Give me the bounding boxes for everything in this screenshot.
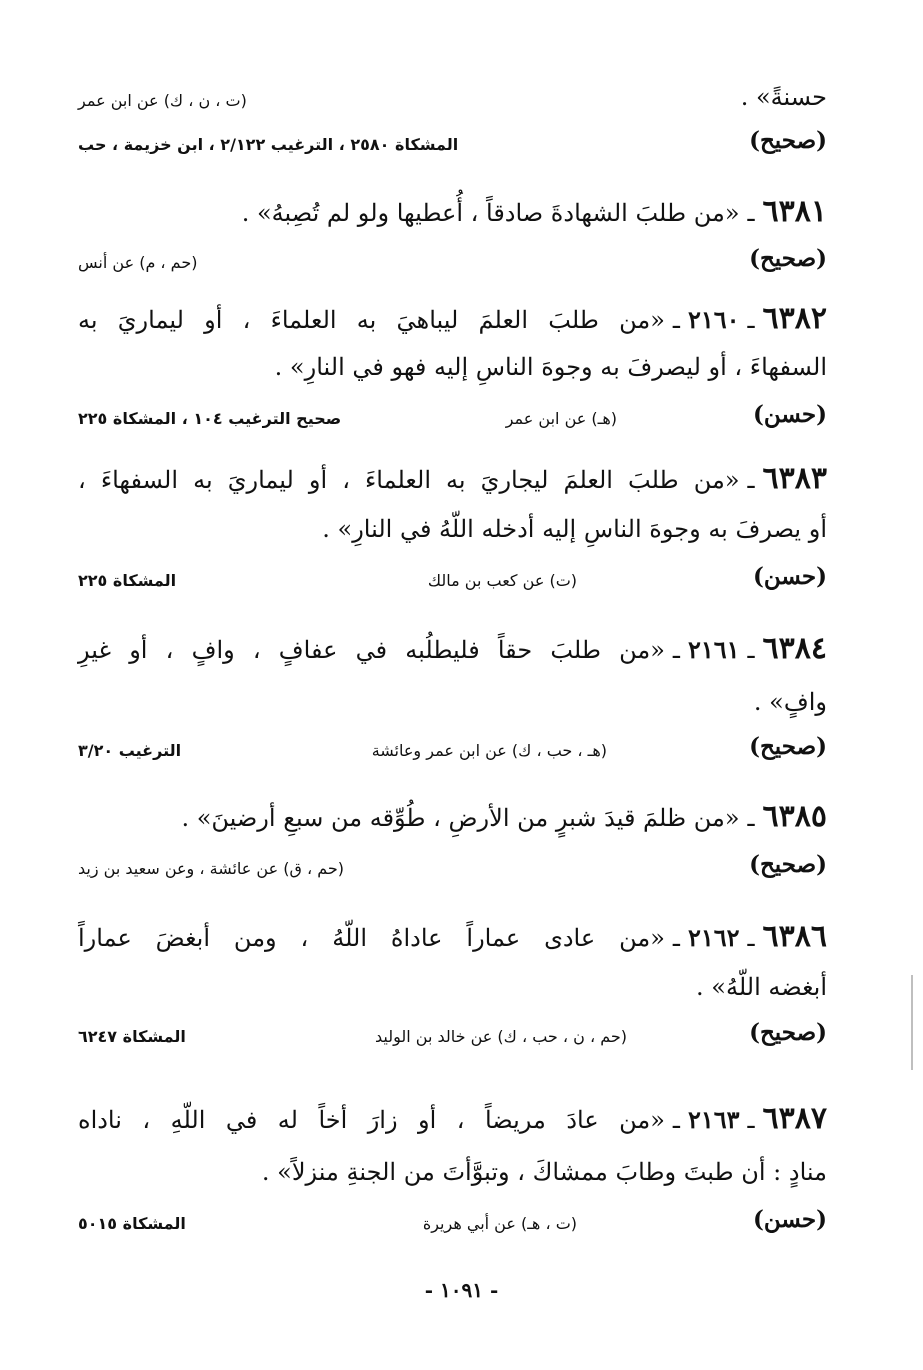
hadith-alt-number: ٢١٦١: [687, 635, 740, 664]
hadith-books: المشكاة ٥٠١٥: [78, 1214, 186, 1233]
hadith-6383-line-1: ٦٣٨٣ـ«من طلبَ العلمَ ليجاريَ به العلماءَ ، أو ليماريَ به السفهاءَ ،: [78, 461, 827, 496]
hadith-6384-line-2: [78, 685, 827, 719]
hadith-text: «من ظلمَ قيدَ شبرٍ من الأرضِ ، طُوِّقه من سبعِ أرضينَ» .: [181, 804, 740, 832]
page-number: - ١٠٩١ -: [424, 1278, 499, 1302]
hadith-books: المشكاة ٦٢٤٧: [78, 1027, 186, 1046]
hadith-source: (حم ، ق) عن عائشة ، وعن سعيد بن زيد: [78, 859, 345, 878]
hadith-text: «من عادى عماراً عاداهُ اللّهُ ، ومن أبغضَ عماراً: [78, 924, 665, 952]
hadith-alt-number: ٢١٦٢: [687, 923, 740, 952]
hadith-books: الترغيب ٣/٢٠: [78, 741, 182, 760]
hadith-6387-line-1: ٦٣٨٧ـ٢١٦٣ـ«من عادَ مريضاً ، أو زارَ أخاً له في اللّهِ ، ناداه: [78, 1101, 827, 1136]
hadith-source: (هـ) عن ابن عمر: [505, 409, 617, 428]
hadith-books: صحيح الترغيب ١٠٤ ، المشكاة ٢٢٥: [78, 409, 342, 428]
continuation-text-value: حسنةً» .: [740, 83, 827, 111]
hadith-number: ٦٣٨٥: [762, 799, 827, 834]
hadith-number: ٦٣٨٤: [762, 631, 827, 666]
hadith-source: (ت) عن كعب بن مالك: [427, 571, 577, 590]
hadith-6382-line-1: ٦٣٨٢ـ٢١٦٠ـ«من طلبَ العلمَ ليباهيَ به العلماءَ ، أو ليماريَ به: [78, 301, 827, 336]
hadith-source: (ت ، هـ) عن أبي هريرة: [422, 1214, 577, 1233]
hadith-text: أو يصرفَ به وجوهَ الناسِ إليه أدخله اللّهُ في النارِ» .: [322, 515, 827, 543]
hadith-grade: (صحيح): [749, 127, 827, 154]
hadith-text: منادٍ : أن طبتَ وطابَ ممشاكَ ، وتبوَّأتَ من الجنةِ منزلاً» .: [261, 1158, 827, 1186]
hadith-grade: (صحيح): [749, 733, 827, 760]
hadith-grade: (صحيح): [749, 851, 827, 878]
hadith-text: «من طلبَ حقاً فليطلُبه في عفافٍ ، وافٍ ، أو غيرِ: [78, 636, 665, 664]
hadith-6381-line-1: ٦٣٨١ـ«من طلبَ الشهادةَ صادقاً ، أُعطيها ولو لم تُصِبهُ» .: [241, 194, 827, 229]
hadith-grade: (حسن): [752, 1206, 827, 1233]
hadith-text: السفهاءَ ، أو ليصرفَ به وجوهَ الناسِ إليه فهو في النارِ» .: [274, 353, 827, 381]
hadith-6386-line-1: ٦٣٨٦ـ٢١٦٢ـ«من عادى عماراً عاداهُ اللّهُ ، ومن أبغضَ عماراً: [78, 919, 827, 954]
hadith-text: وافٍ» .: [753, 688, 827, 716]
hadith-text: أبغضه اللّهُ» .: [696, 973, 827, 1001]
hadith-text: «من عادَ مريضاً ، أو زارَ أخاً له في اللّهِ ، ناداه: [78, 1106, 665, 1134]
hadith-number: ٦٣٨٣: [762, 461, 827, 496]
hadith-books: المشكاة ٢٥٨٠ ، الترغيب ٢/١٢٢ ، ابن خزيمة ، حب: [78, 135, 459, 154]
hadith-number: ٦٣٨٢: [762, 301, 827, 336]
hadith-books: المشكاة ٢٢٥: [78, 571, 177, 590]
hadith-text: «من طلبَ العلمَ ليجاريَ به العلماءَ ، أو ليماريَ به السفهاءَ ،: [78, 466, 740, 494]
page-edge-mark: [911, 975, 913, 1070]
hadith-source: (ت ، ن ، ك) عن ابن عمر: [78, 91, 247, 110]
hadith-source: (حم ، م) عن أنس: [78, 253, 198, 272]
hadith-alt-number: ٢١٦٣: [687, 1105, 740, 1134]
hadith-grade: (حسن): [752, 563, 827, 590]
hadith-grade: (صحيح): [749, 1019, 827, 1046]
hadith-grade: (حسن): [752, 401, 827, 428]
hadith-grade: (صحيح): [749, 245, 827, 272]
hadith-6385-line-1: ٦٣٨٥ـ«من ظلمَ قيدَ شبرٍ من الأرضِ ، طُوِّقه من سبعِ أرضينَ» .: [181, 799, 827, 834]
hadith-number: ٦٣٨١: [762, 194, 827, 229]
hadith-6382-line-2: [78, 350, 827, 384]
hadith-number: ٦٣٨٦: [762, 919, 827, 954]
hadith-source: (هـ ، حب ، ك) عن ابن عمر وعائشة: [371, 741, 607, 760]
hadith-6384-line-1: ٦٣٨٤ـ٢١٦١ـ«من طلبَ حقاً فليطلُبه في عفافٍ ، وافٍ ، أو غيرِ: [78, 631, 827, 666]
hadith-number: ٦٣٨٧: [762, 1101, 827, 1136]
hadith-text: «من طلبَ الشهادةَ صادقاً ، أُعطيها ولو لم تُصِبهُ» .: [241, 199, 740, 227]
hadith-6386-line-2: [78, 970, 827, 1004]
hadith-source: (حم ، ن ، حب ، ك) عن خالد بن الوليد: [375, 1027, 627, 1046]
hadith-6387-line-2: [78, 1155, 827, 1189]
hadith-text: «من طلبَ العلمَ ليباهيَ به العلماءَ ، أو ليماريَ به: [78, 306, 665, 334]
hadith-6383-line-2: [78, 512, 827, 546]
hadith-alt-number: ٢١٦٠: [687, 305, 740, 334]
